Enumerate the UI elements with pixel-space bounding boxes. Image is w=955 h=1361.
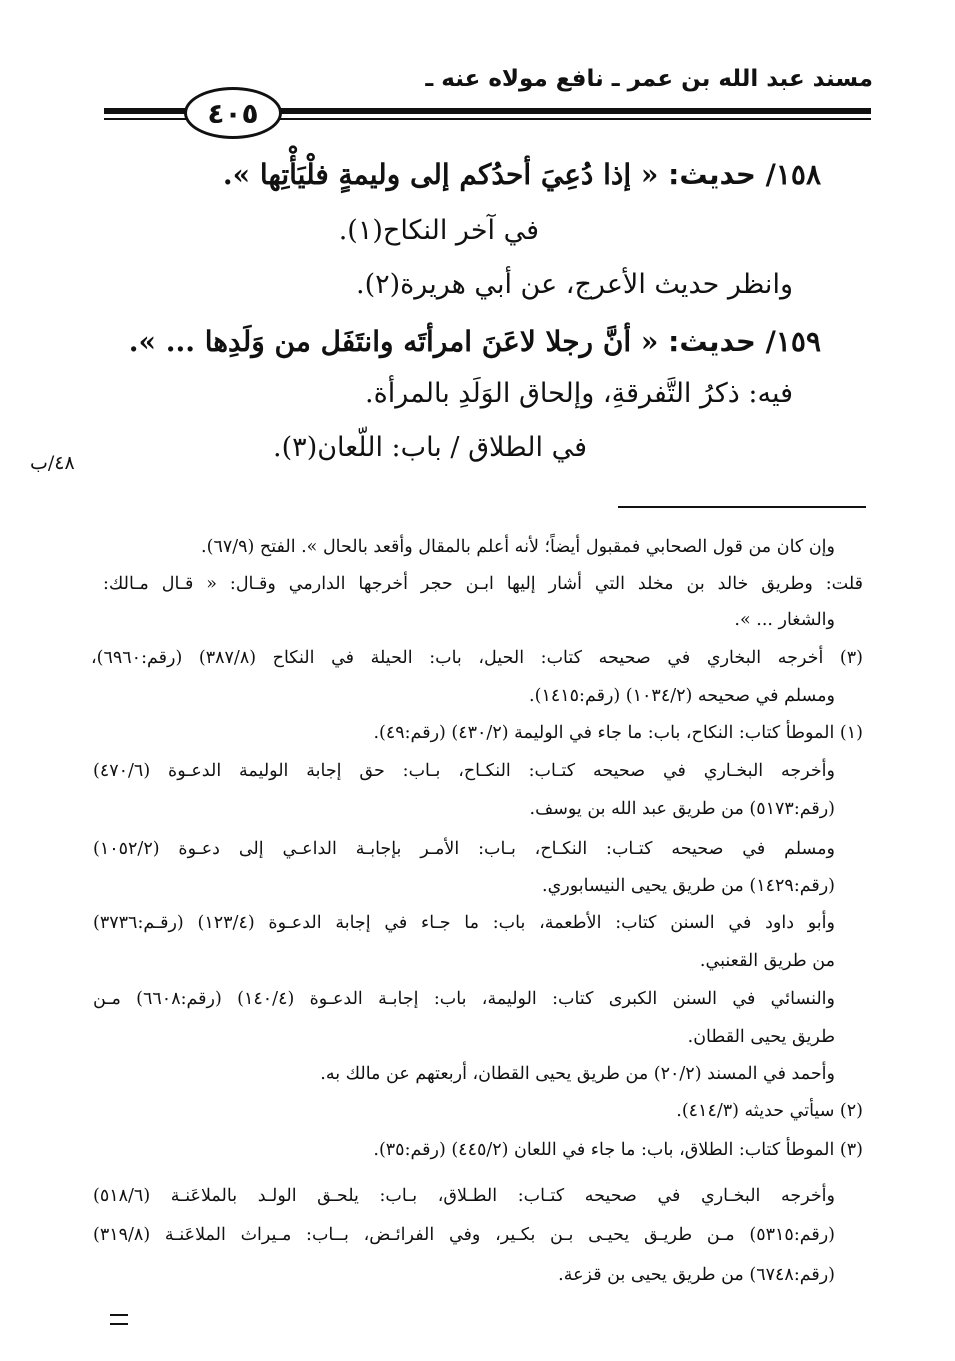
hadith-number: ١٥٩/	[765, 325, 821, 358]
footnote-line: (رقم:٦٧٤٨) من طريق يحيى بن قزعة.	[558, 1265, 835, 1285]
footnote-line: وأخرجه البخـاري في صحيحه كتـاب: النكـاح، بـاب: حق إجابة الوليمة الدعـوة (٤٧٠/٦)	[93, 761, 835, 781]
footnote-line: (رقم:٥١٧٣) من طريق عبد الله بن يوسف.	[529, 799, 835, 819]
hadith-159-line-2: في الطلاق / باب: اللّعان(٣).	[273, 432, 587, 463]
manuscript-folio-note: ٤٨/ب	[30, 452, 75, 474]
footnote-line: (رقم:٥٣١٥) مـن طريـق يحيـى بـن بكـير، وفي الفرائـض، بــاب: مـيراث الملاعَنـة (٣١٩/٨)	[93, 1225, 835, 1245]
hadith-159-heading	[129, 325, 821, 358]
footnote-line: وإن كان من قول الصحابي فمقبول أيضاً؛ لأنه أعلم بالمقال وأقعد بالحال ». الفتح (٦٧/٩).	[201, 537, 835, 557]
hadith-number: ١٥٨/	[765, 158, 821, 191]
footnote-line: (رقم:١٤٢٩) من طريق يحيى النيسابوري.	[542, 876, 835, 896]
footnote-line: وأخرجه البخـاري في صحيحه كتـاب: الطـلاق، بـاب: يلحـق الولـد بالملاعَنـة (٥١٨/٦)	[93, 1186, 835, 1206]
footnote-line: (٣) الموطأ كتاب: الطلاق، باب: ما جاء في اللعان (٤٤٥/٢) (رقم:٣٥).	[373, 1140, 863, 1160]
hadith-text: « إذا دُعِيَ أحدُكم إلى وليمةٍ فلْيَأْتِها ».	[222, 158, 659, 191]
footnote-line: (٣) أخرجه البخاري في صحيحه كتاب: الحيل، باب: الحيلة في النكاح (٣٨٧/٨) (رقم:٦٩٦٠)،	[91, 648, 863, 668]
hadith-159-line-1: فيه: ذكرُ التَّفرقةِ، وإلحاق الوَلَدِ بالمرأة.	[365, 378, 793, 409]
footnote-line: (٢) سيأتي حديثه (٤١٤/٣).	[676, 1101, 863, 1121]
footnote-line: ومسلم في صحيحه (١٠٣٤/٢) (رقم:١٤١٥).	[529, 686, 835, 706]
footnote-line: والنسائي في السنن الكبرى كتاب: الوليمة، باب: إجابـة الدعـوة (١٤٠/٤) (رقم:٦٦٠٨) مـن	[93, 989, 835, 1009]
footnote-line: قلت: وطريق خالد بن مخلد التي أشار إليها ابـن حجر أخرجها الدارمي وقـال: « قـال مـالك:	[103, 574, 863, 594]
hadith-label: حديث:	[668, 158, 756, 191]
footnote-line: والشغار ... ».	[734, 610, 835, 630]
page-number: ٤٠٥	[184, 87, 282, 139]
footnote-line: وأبو داود في السنن كتاب: الأطعمة، باب: ما جـاء في إجابة الدعـوة (١٢٣/٤) (رقـم:٣٧٣٦)	[93, 913, 835, 933]
hadith-158-line-2: وانظر حديث الأعرج، عن أبي هريرة(٢).	[355, 269, 793, 300]
footnote-separator	[618, 506, 866, 508]
hadith-158-heading	[223, 158, 821, 191]
hadith-158-line-1: في آخر النكاح(١).	[338, 215, 539, 246]
running-title: مسند عبد الله بن عمر ـ نافع مولاه عنه ـ	[425, 66, 873, 92]
page-end-mark	[110, 1314, 128, 1325]
hadith-label: حديث:	[668, 325, 756, 358]
footnote-line: طريق يحيى القطان.	[687, 1027, 835, 1047]
footnote-line: وأحمد في المسند (٢٠/٢) من طريق يحيى القطان، أربعتهم عن مالك به.	[320, 1064, 835, 1084]
footnote-line: من طريق القعنبي.	[699, 951, 835, 971]
hadith-text: « أنَّ رجلا لاعَنَ امرأتَه وانتَفَل من وَلَدِها ... ».	[128, 325, 659, 358]
footnote-line: (١) الموطأ كتاب: النكاح، باب: ما جاء في الوليمة (٤٣٠/٢) (رقم:٤٩).	[373, 723, 863, 743]
footnote-line: ومسلم في صحيحه كتـاب: النكـاح، بـاب: الأمـر بإجابـة الداعـي إلى دعـوة (١٠٥٢/٢)	[93, 839, 835, 859]
